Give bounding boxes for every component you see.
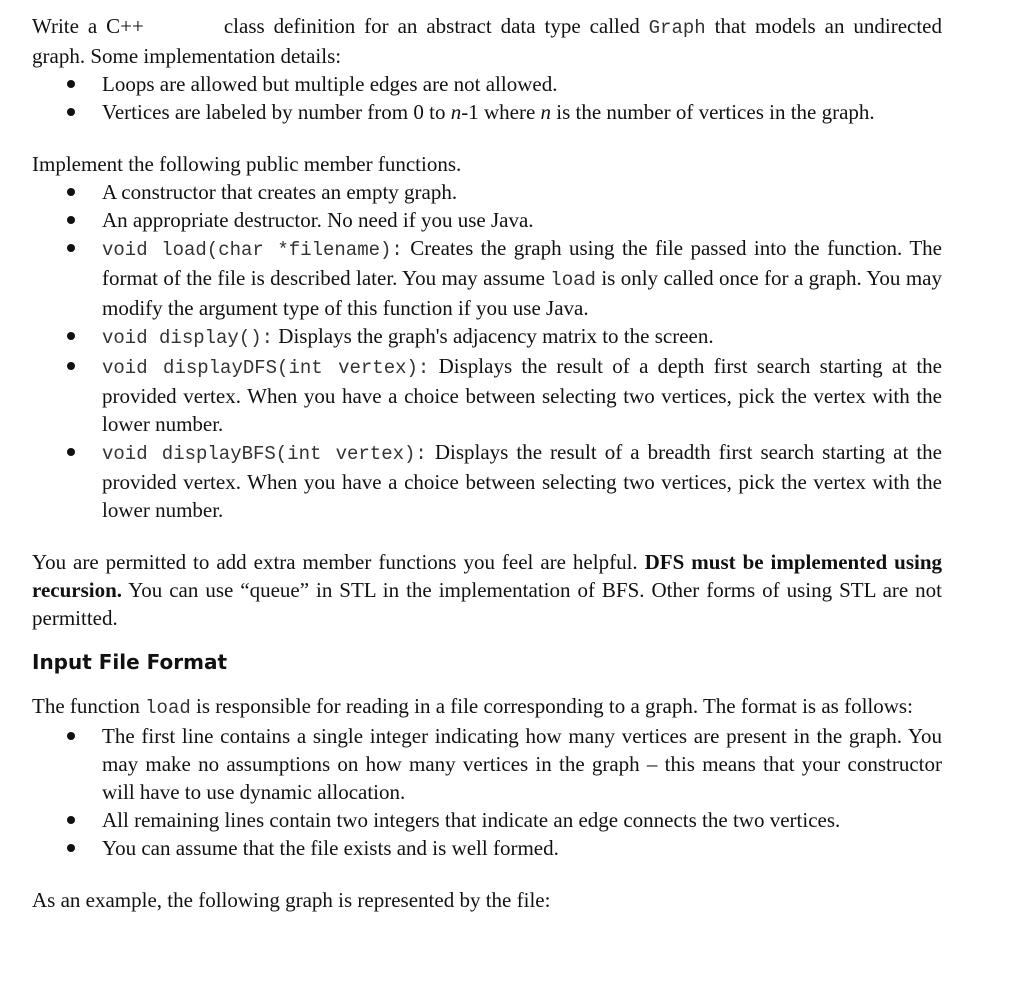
code-graph: Graph — [648, 17, 706, 39]
bullet-icon — [67, 216, 75, 224]
example-intro: As an example, the following graph is represented by the file: — [32, 888, 551, 912]
bullet-icon — [67, 448, 75, 456]
bullet-icon — [67, 108, 75, 116]
dfs-recursion-note: DFS must be implemented using recursion. — [32, 550, 943, 602]
bullet-icon — [67, 80, 75, 88]
list-item: Vertices are labeled by number from 0 to n-1 where n is the number of vertices in the graph. — [32, 98, 942, 126]
bullet-icon — [67, 244, 75, 252]
code-load: load — [145, 697, 191, 719]
bullet-icon — [67, 844, 75, 852]
functions-list — [32, 178, 942, 524]
list-item: Loops are allowed but multiple edges are not allowed. — [32, 70, 942, 98]
code-display-signature: void display(): — [102, 327, 274, 349]
list-item: void displayBFS(int vertex): Displays the result of a breadth first search starting at the provided vertex. When you have a choice between selecting two vertices, pick the vertex with the lower number. — [32, 438, 942, 524]
bullet-icon — [67, 332, 75, 340]
input-intro-paragraph: The function load is responsible for reading in a file corresponding to a graph. The format is as follows: — [32, 694, 913, 719]
bullet-icon — [67, 362, 75, 370]
intro-text-3: that models an undirected graph. Some implementation details: — [32, 14, 943, 68]
code-dfs-signature: void displayDFS(int vertex): — [102, 357, 430, 379]
functions-intro: Implement the following public member functions. — [32, 152, 462, 176]
list-item: void displayDFS(int vertex): Displays the result of a depth first search starting at the provided vertex. When you have a choice between selecting two vertices, pick the vertex with the lower number. — [32, 352, 942, 438]
list-item: A constructor that creates an empty graph. — [32, 178, 942, 206]
code-bfs-signature: void displayBFS(int vertex): — [102, 443, 427, 465]
permitted-paragraph: You are permitted to add extra member functions you feel are helpful. DFS must be implemented using recursion. You can use “queue” in STL in the implementation of BFS. Other forms of using STL are not permitted. — [32, 550, 943, 630]
input-format-list — [32, 722, 942, 862]
code-load-signature: void load(char *filename): — [102, 239, 403, 261]
list-item: An appropriate destructor. No need if you use Java. — [32, 206, 942, 234]
code-load: load — [550, 269, 596, 291]
intro-text-2: class definition for an abstract data type called — [223, 14, 640, 38]
bullet-icon — [67, 816, 75, 824]
intro-text-1: Write a C++ — [32, 14, 144, 38]
list-item: void load(char *filename): Creates the graph using the file passed into the function. The format of the file is described later. You may assume load is only called once for a graph. You may modify the argument type of this function if you use Java. — [32, 234, 942, 322]
intro-paragraph — [32, 12, 942, 70]
list-item: You can assume that the file exists and is well formed. — [32, 834, 942, 862]
section-heading-input-format: Input File Format — [32, 650, 228, 674]
bullet-icon — [67, 732, 75, 740]
document-body — [32, 12, 942, 914]
bullet-icon — [67, 188, 75, 196]
details-list — [32, 70, 942, 126]
list-item: The first line contains a single integer indicating how many vertices are present in the graph. You may make no assumptions on how many vertices in the graph – this means that your constructor will have to use dynamic allocation. — [32, 722, 942, 806]
list-item: void display(): Displays the graph's adjacency matrix to the screen. — [32, 322, 942, 352]
list-item: All remaining lines contain two integers that indicate an edge connects the two vertices. — [32, 806, 942, 834]
